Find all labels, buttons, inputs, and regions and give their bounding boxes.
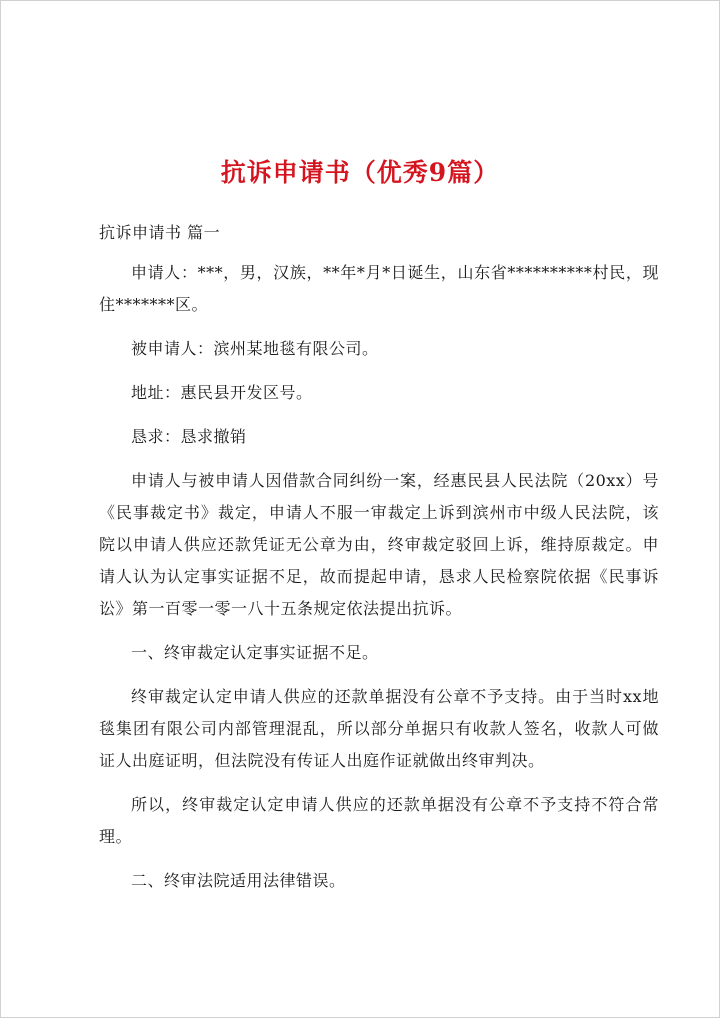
- paragraph-request: 恳求：恳求撤销: [131, 427, 247, 446]
- paragraph-point-one: 一、终审裁定认定事实证据不足。: [131, 643, 379, 662]
- paragraph-conclusion-one: 所以，终审裁定认定申请人供应的还款单据没有公章不予支持不符合常理。: [99, 795, 659, 846]
- paragraph-applicant: 申请人：***，男，汉族，**年*月*日诞生，山东省**********村民，现住*******区。: [99, 263, 659, 314]
- paragraph-point-two: 二、终审法院适用法律错误。: [131, 871, 346, 890]
- section-heading: 抗诉申请书 篇一: [99, 223, 221, 242]
- paragraph-point-one-detail: 终审裁定认定申请人供应的还款单据没有公章不予支持。由于当时xx地毯集团有限公司内部管理混乱，所以部分单据只有收款人签名，收款人可做证人出庭证明，但法院没有传证人出庭作证就做出终审判决。: [99, 687, 659, 770]
- document-body: [99, 217, 659, 909]
- paragraph-respondent: 被申请人：滨州某地毯有限公司。: [131, 339, 379, 358]
- document-title: 抗诉申请书（优秀9篇）: [220, 158, 500, 187]
- paragraph-address: 地址：惠民县开发区号。: [131, 383, 313, 402]
- paragraph-facts: 申请人与被申请人因借款合同纠纷一案，经惠民县人民法院（20xx）号《民事裁定书》裁定，申请人不服一审裁定上诉到滨州市中级人民法院，该院以申请人供应还款凭证无公章为由，终审裁定驳回上诉，维持原裁定。申请人认为认定事实证据不足，故而提起申请，恳求人民检察院依据《民事诉讼》第一百零一零一八十五条规定依法提出抗诉。: [99, 471, 659, 618]
